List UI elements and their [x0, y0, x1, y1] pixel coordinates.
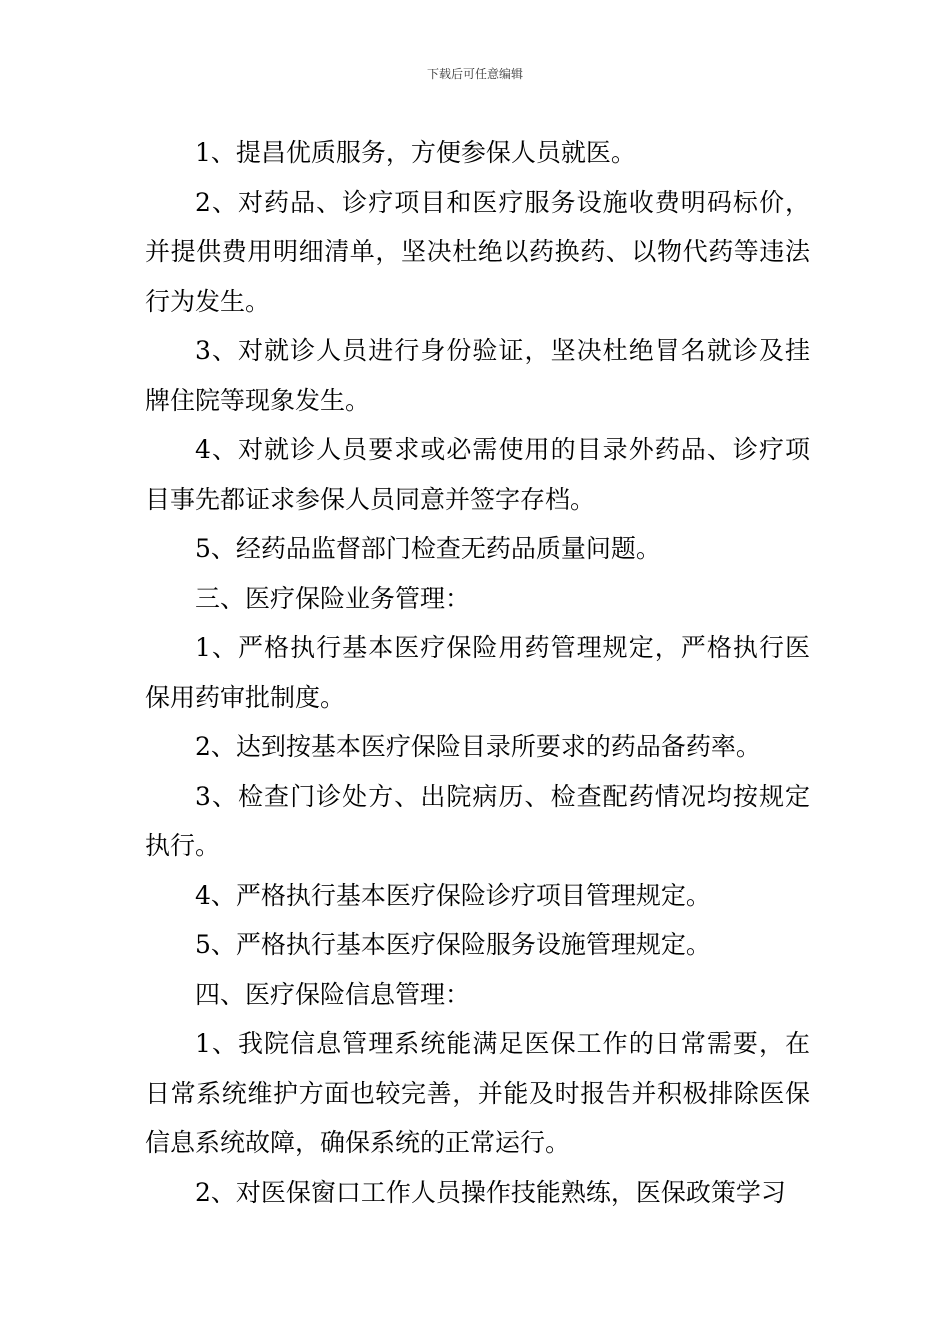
paragraph: 5、严格执行基本医疗保险服务设施管理规定。	[195, 930, 711, 959]
paragraph: 3、对就诊人员进行身份验证，坚决杜绝冒名就诊及挂牌住院等现象发生。	[145, 336, 810, 415]
section-heading: 四、医疗保险信息管理：	[195, 979, 471, 1009]
paragraph: 1、提昌优质服务，方便参保人员就医。	[195, 138, 636, 167]
paragraph: 4、严格执行基本医疗保险诊疗项目管理规定。	[195, 880, 711, 910]
paragraph: 5、经药品监督部门检查无药品质量问题。	[195, 534, 661, 563]
paragraph: 2、对药品、诊疗项目和医疗服务设施收费明码标价，并提供费用明细清单，坚决杜绝以药换药、以物代药等违法行为发生。	[145, 187, 810, 316]
paragraph: 1、我院信息管理系统能满足医保工作的日常需要，在日常系统维护方面也较完善，并能及时报告并积极排除医保信息系统故障，确保系统的正常运行。	[145, 1029, 810, 1157]
paragraph: 2、达到按基本医疗保险目录所要求的药品备药率。	[195, 732, 761, 761]
paragraph: 2、对医保窗口工作人员操作技能熟练，医保政策学习	[195, 1177, 786, 1207]
page-header: 下载后可任意编辑	[426, 67, 523, 81]
paragraph: 3、检查门诊处方、出院病历、检查配药情况均按规定执行。	[145, 781, 810, 860]
paragraph: 4、对就诊人员要求或必需使用的目录外药品、诊疗项目事先都证求参保人员同意并签字存档。	[145, 435, 810, 514]
section-heading: 三、医疗保险业务管理：	[195, 583, 471, 613]
document-body	[145, 128, 810, 1217]
paragraph: 1、严格执行基本医疗保险用药管理规定，严格执行医保用药审批制度。	[145, 633, 810, 712]
